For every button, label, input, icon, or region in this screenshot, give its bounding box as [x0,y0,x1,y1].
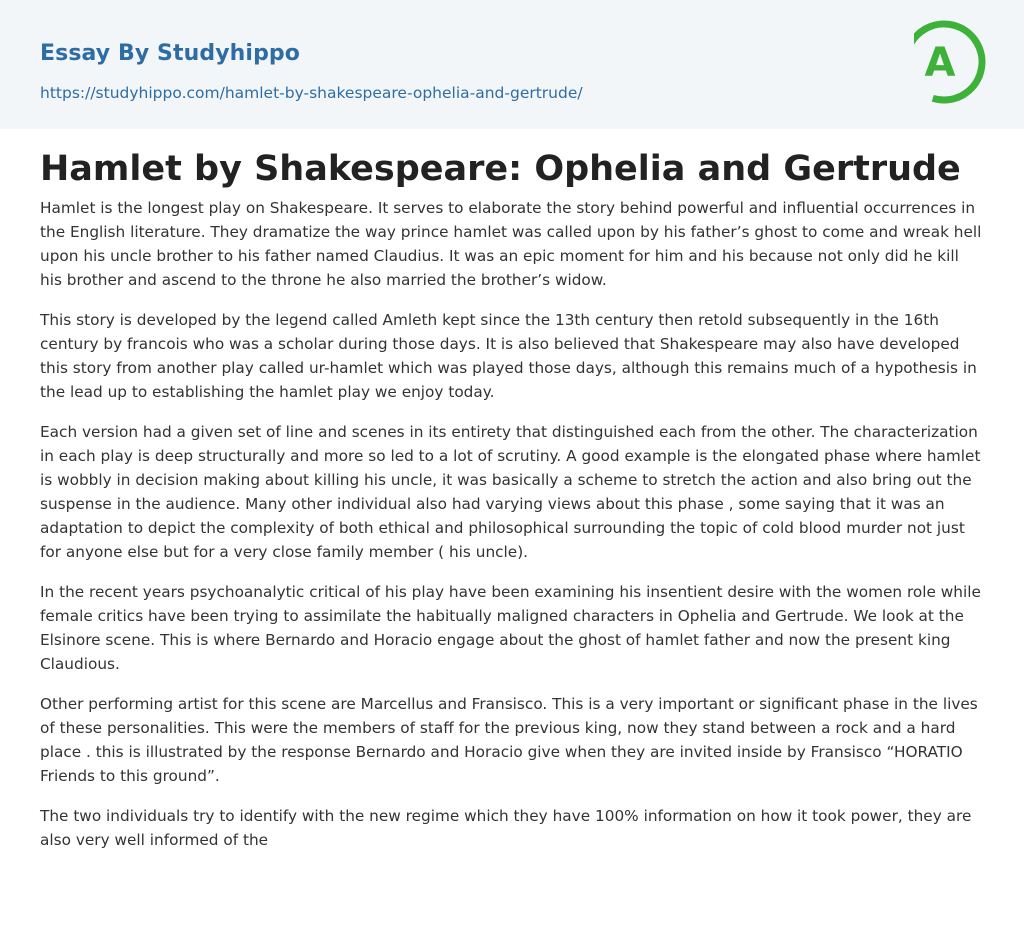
article-title: Hamlet by Shakespeare: Ophelia and Gertrude [40,149,961,189]
article-paragraph-4: In the recent years psychoanalytic critical of his play have been examining his insentient desire with the women role while female critics have been trying to assimilate the habitually maligned characters in Ophelia and Gertrude. We look at the Elsinore scene. This is where Bernardo and Horacio engage about the ghost of hamlet father and now the present king Claudious. [40,583,981,673]
article [0,129,1024,852]
article-paragraph-2: This story is developed by the legend called Amleth kept since the 13th century then retold subsequently in the 16th century by francois who was a scholar during those days. It is also believed that Shakespeare may also have developed this story from another play called ur-hamlet which was played those days, although this remains much of a hypothesis in the lead up to establishing the hamlet play we enjoy today. [40,311,977,401]
article-paragraph-1: Hamlet is the longest play on Shakespeare. It serves to elaborate the story behind powerful and influential occurrences in the English literature. They dramatize the way prince hamlet was called upon by his father’s ghost to come and wreak hell upon his uncle brother to his father named Claudius. It was an epic moment for him and his because not only did he kill his brother and ascend to the throne he also married the brother’s widow. [40,199,982,289]
article-url-link[interactable]: https://studyhippo.com/hamlet-by-shakespeare-ophelia-and-gertrude/ [40,84,583,102]
logo-letter: A [924,40,956,86]
studyhippo-logo-icon[interactable] [914,20,986,104]
article-paragraph-6: The two individuals try to identify with the new regime which they have 100% information on how it took power, they are also very well informed of the [40,807,972,849]
article-paragraph-3: Each version had a given set of line and scenes in its entirety that distinguished each from the other. The characterization in each play is deep structurally and more so led to a lot of scrutiny. A good example is the elongated phase where hamlet is wobbly in decision making about killing his uncle, it was basically a scheme to stretch the action and also bring out the suspense in the audience. Many other individual also had varying views about this phase , some saying that it was an adaptation to depict the complexity of both ethical and philosophical surrounding the topic of cold blood murder not just for anyone else but for a very close family member ( his uncle). [40,423,981,561]
site-brand[interactable]: Essay By Studyhippo [40,41,300,66]
article-body [40,196,984,852]
article-paragraph-5: Other performing artist for this scene are Marcellus and Fransisco. This is a very important or significant phase in the lives of these personalities. This were the members of staff for the previous king, now they stand between a rock and a hard place . this is illustrated by the response Bernardo and Horacio give when they are invited inside by Fransisco “HORATIO Friends to this ground”. [40,695,978,785]
site-header [0,0,1024,129]
